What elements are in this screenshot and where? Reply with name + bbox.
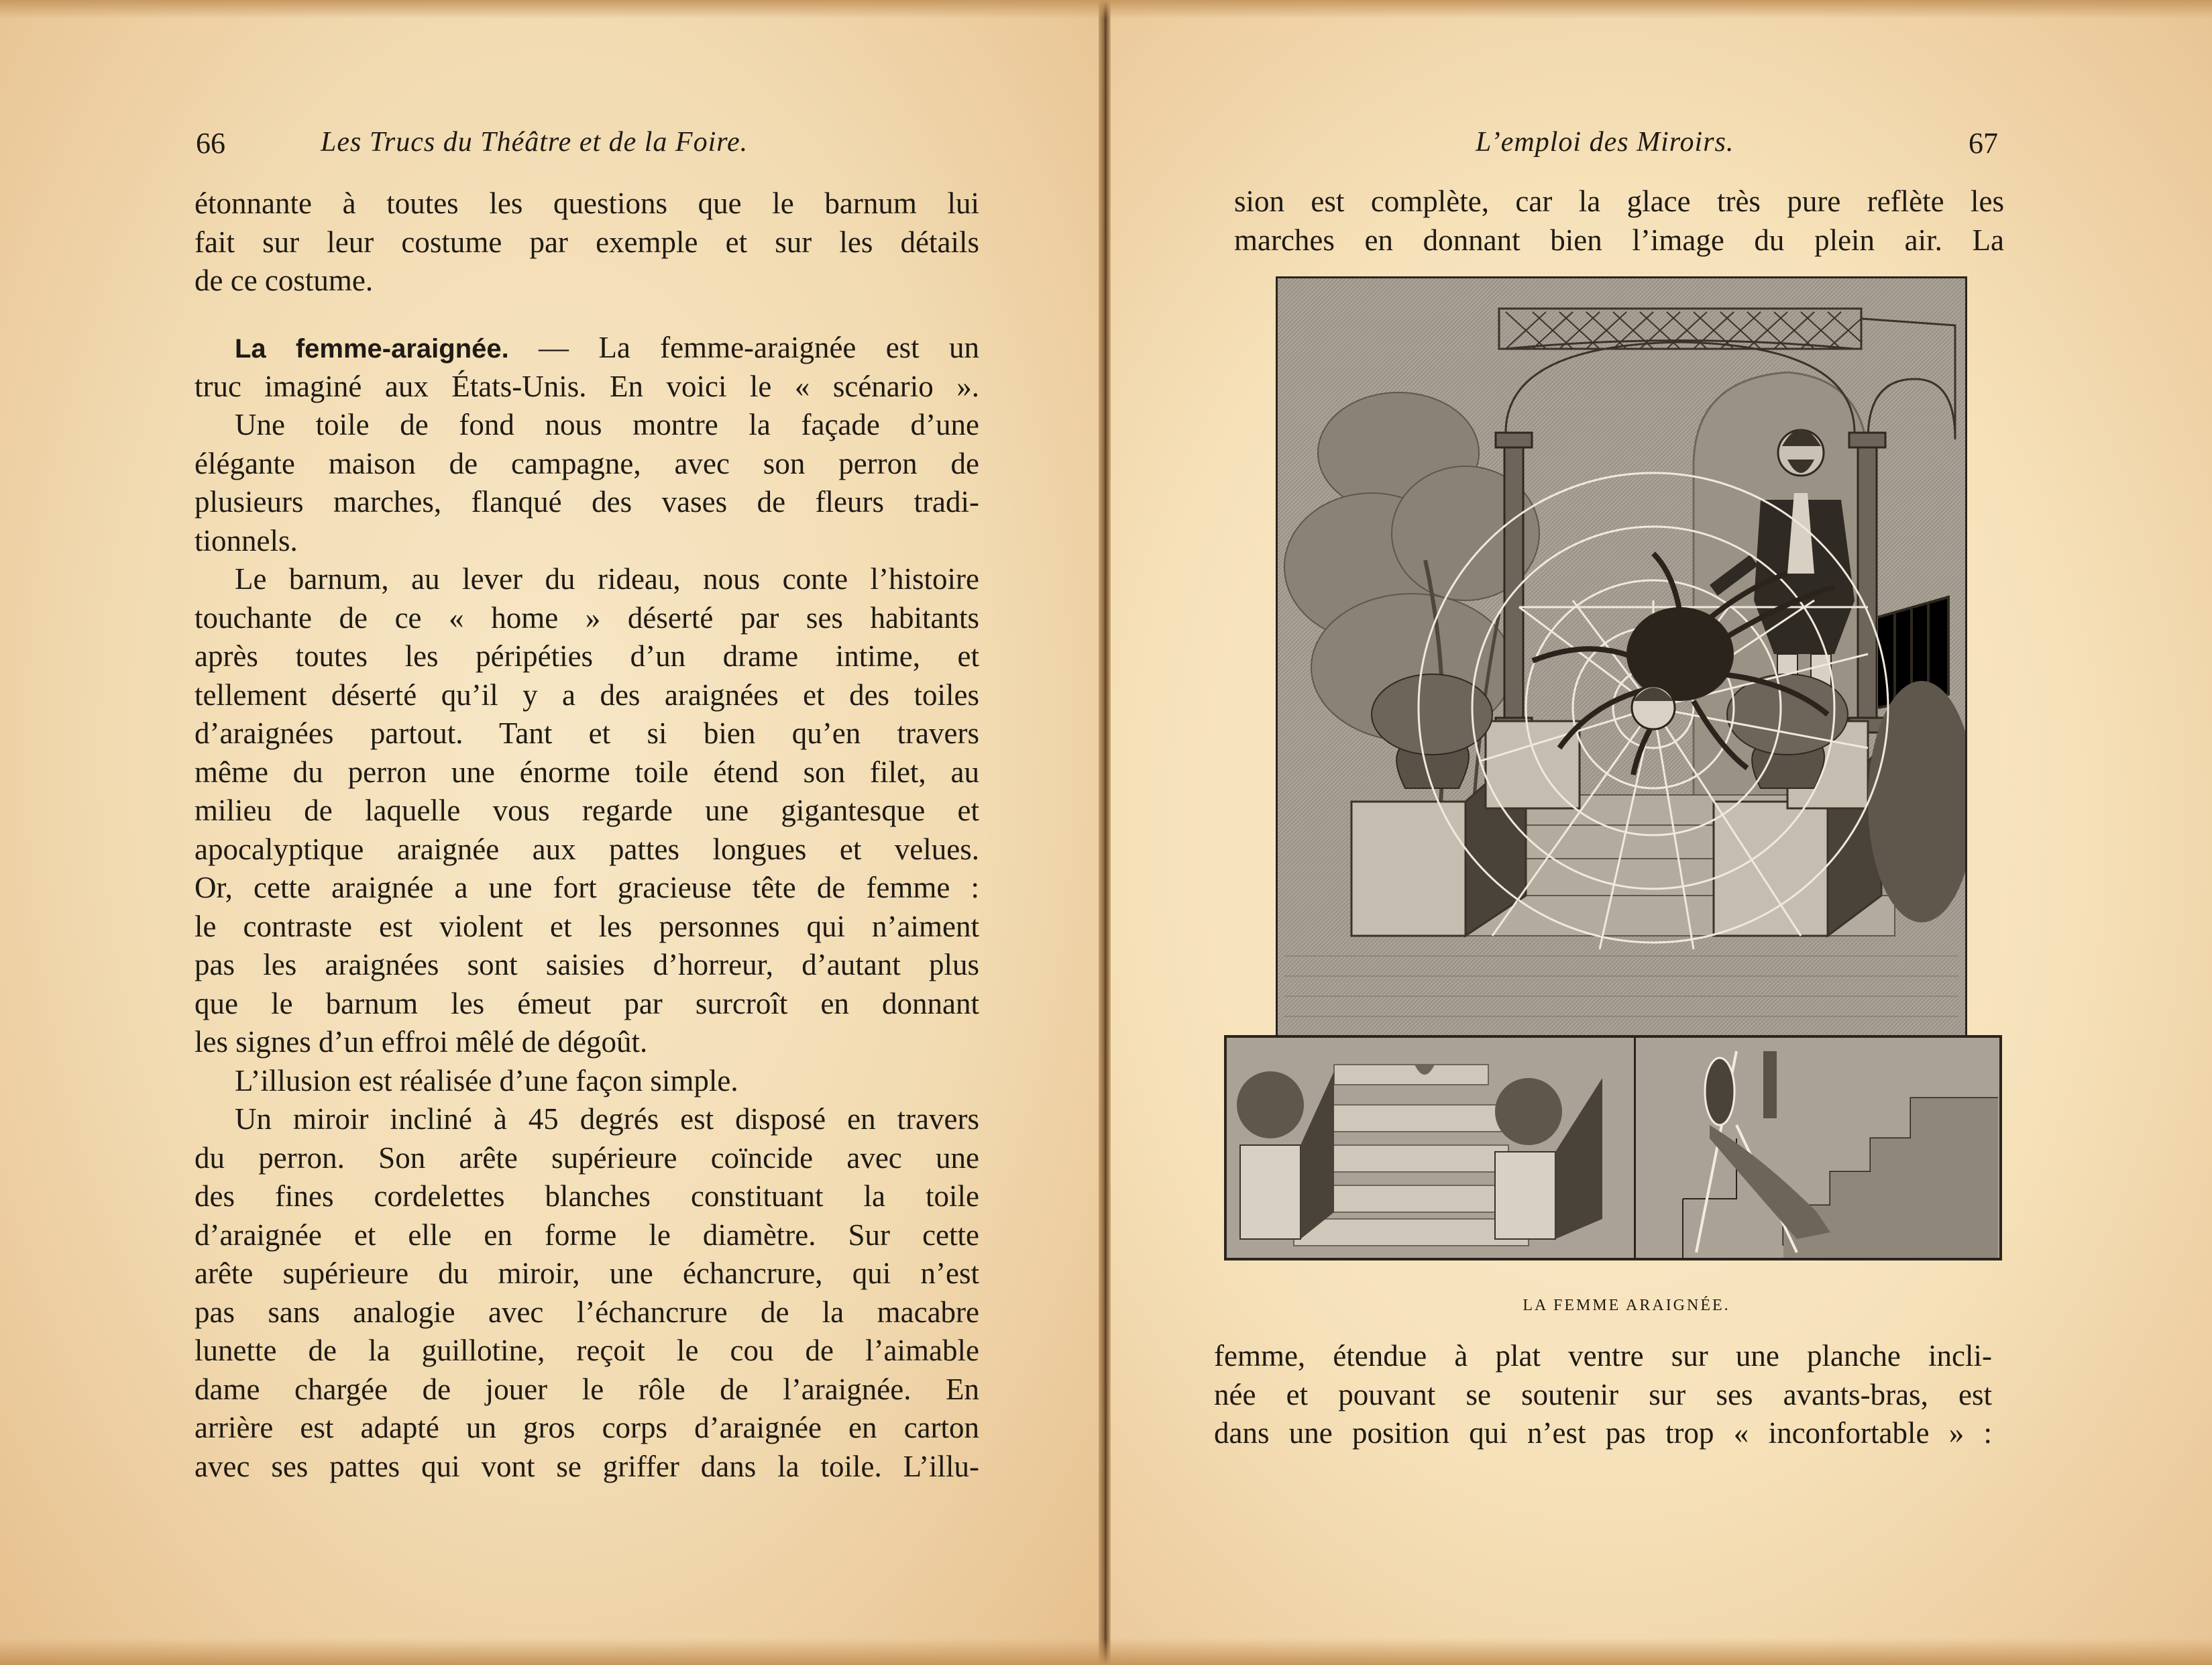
text-line: touchante de ce « home » déserté par ses habitants: [195, 600, 979, 635]
page-bottom-edge: [0, 1638, 2212, 1665]
text-line: du perron. Son arête supérieure coïncide avec une: [195, 1140, 979, 1175]
section-first-line-text: La femme-araignée est un: [598, 331, 979, 364]
right-bottom-paragraph: [1214, 1337, 1992, 1453]
page-top-edge: [0, 0, 2212, 19]
illustration-spider-woman-scene: [1276, 276, 1967, 1038]
illustration-mirror-diagram: [1224, 1035, 2002, 1260]
text-line: L’illusion est réalisée d’une façon simple.: [235, 1063, 738, 1097]
figure-divider: [1634, 1038, 1636, 1258]
text-line: née et pouvant se soutenir sur ses avants-bras, est: [1214, 1377, 1992, 1411]
text-line: Or, cette araignée a une fort gracieuse tête de femme :: [195, 871, 979, 904]
text-line: arête supérieure du miroir, une échancrure, qui n’est: [195, 1256, 979, 1290]
section-first-line: [195, 329, 979, 368]
text-line: Une toile de fond nous montre la façade d’une: [235, 408, 979, 441]
text-line: étonnante à toutes les questions que le barnum lui: [195, 186, 979, 220]
text-line: milieu de laquelle vous regarde une gigantesque et: [195, 794, 979, 827]
text-line: pas les araignées sont saisies d’horreur, d’autant plus: [195, 948, 979, 981]
text-line: que le barnum les émeut par surcroît en donnant: [195, 986, 979, 1020]
text-line: tionnels.: [195, 523, 298, 557]
text-line: avec ses pattes qui vont se griffer dans la toile. L’illu-: [195, 1449, 979, 1483]
text-line: dans une position qui n’est pas trop « inconfortable » :: [1214, 1416, 1992, 1450]
text-line: dame chargée de jouer le rôle de l’araignée. En: [195, 1372, 979, 1406]
text-line: de ce costume.: [195, 264, 374, 297]
section-heading-dash: —: [508, 331, 599, 364]
text-line: apocalyptique araignée aux pattes longues et velues.: [195, 832, 979, 866]
text-line: truc imaginé aux États-Unis. En voici le « scénario ».: [195, 369, 979, 403]
left-continuation-paragraph: [195, 184, 979, 301]
text-line: les signes d’un effroi mêlé de dégoût.: [195, 1025, 648, 1059]
text-line: élégante maison de campagne, avec son perron de: [195, 446, 979, 480]
text-line: Le barnum, au lever du rideau, nous conte l’histoire: [235, 562, 979, 596]
text-line: des fines cordelettes blanches constituant la toile: [195, 1179, 979, 1213]
section-femme-araignee: [195, 329, 979, 1486]
text-line: Un miroir incliné à 45 degrés est disposé en travers: [235, 1102, 979, 1136]
text-line: le contraste est violent et les personnes qui n’aiment: [195, 909, 979, 943]
book-gutter: [1099, 0, 1111, 1665]
text-line: d’araignée et elle en forme le diamètre. Sur cette: [195, 1218, 979, 1252]
text-line: après toutes les péripéties d’un drame intime, et: [195, 639, 979, 673]
text-line: tellement déserté qu’il y a des araignées et des toiles: [195, 678, 979, 712]
figure-caption: LA FEMME ARAIGNÉE.: [1523, 1297, 1730, 1314]
text-line: marches en donnant bien l’image du plein air. La: [1234, 223, 2004, 257]
text-line: arrière est adapté un gros corps d’araignée en carton: [195, 1411, 979, 1444]
right-page-number: 67: [1969, 127, 1998, 160]
left-page-number: 66: [196, 127, 225, 160]
text-line: sion est complète, car la glace très pure reflète les: [1234, 184, 2004, 218]
right-top-paragraph: [1234, 182, 2004, 260]
text-line: fait sur leur costume par exemple et sur les détails: [195, 225, 979, 259]
right-running-head: L’emploi des Miroirs.: [1476, 127, 1734, 158]
text-line: femme, étendue à plat ventre sur une planche incli-: [1214, 1339, 1992, 1373]
text-line: plusieurs marches, flanqué des vases de fleurs tradi-: [195, 485, 979, 519]
left-running-head: Les Trucs du Théâtre et de la Foire.: [321, 127, 749, 158]
text-line: pas sans analogie avec l’échancrure de la macabre: [195, 1295, 979, 1329]
text-line: d’araignées partout. Tant et si bien qu’en travers: [195, 716, 979, 750]
text-line: même du perron une énorme toile étend son filet, au: [195, 755, 979, 789]
section-heading: La femme-araignée.: [235, 334, 509, 364]
text-line: lunette de la guillotine, reçoit le cou de l’aimable: [195, 1334, 979, 1367]
